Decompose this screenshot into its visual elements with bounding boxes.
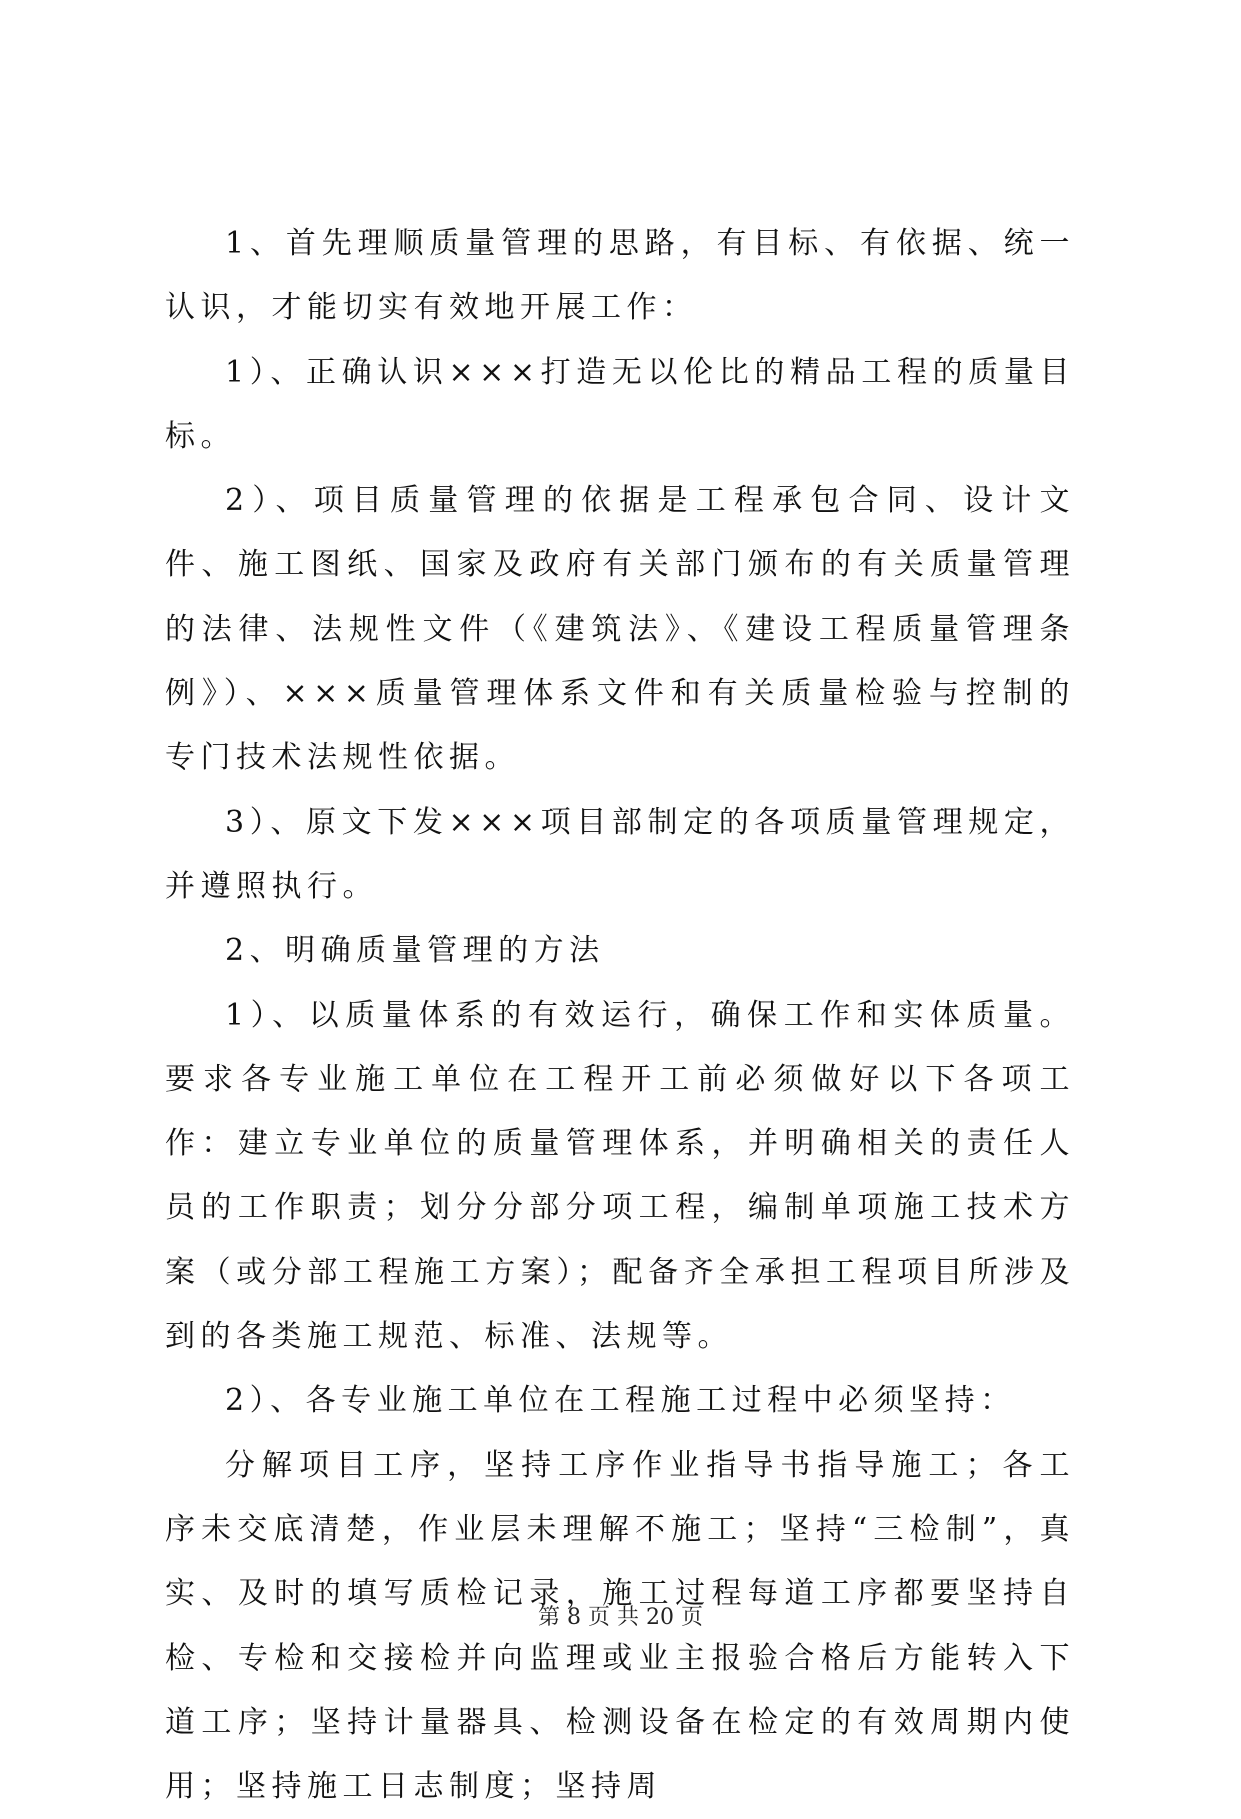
- paragraph-6: 1）、以质量体系的有效运行，确保工作和实体质量。要求各专业施工单位在工程开工前必须做好以下各项工作：建立专业单位的质量管理体系，并明确相关的责任人员的工作职责；划分分部分项工程，编制单项施工技术方案（或分部工程施工方案）；配备齐全承担工程项目所涉及到的各类施工规范、标准、法规等。: [165, 997, 1075, 1355]
- document-body: [165, 212, 1075, 1819]
- paragraph-3: 2）、项目质量管理的依据是工程承包合同、设计文件、施工图纸、国家及政府有关部门颁布的有关质量管理的法律、法规性文件（《建筑法》、《建设工程质量管理条例》）、×××质量管理体系文件和有关质量检验与控制的专门技术法规性依据。: [165, 483, 1075, 776]
- paragraph-4: 3）、原文下发×××项目部制定的各项质量管理规定，并遵照执行。: [165, 804, 1075, 904]
- paragraph-5: 2、明确质量管理的方法: [225, 933, 605, 969]
- page-number-footer: 第 8 页 共 20 页: [538, 1605, 703, 1630]
- paragraph-8: 分解项目工序，坚持工序作业指导书指导施工；各工序未交底清楚，作业层未理解不施工；坚持“三检制”，真实、及时的填写质检记录，施工过程每道工序都要坚持自检、专检和交接检并向监理或业主报验合格后方能转入下道工序；坚持计量器具、检测设备在检定的有效周期内使用；坚持施工日志制度；坚持周: [165, 1447, 1075, 1805]
- paragraph-7: 2）、各专业施工单位在工程施工过程中必须坚持：: [225, 1383, 1016, 1419]
- paragraph-2: 1）、正确认识×××打造无以伦比的精品工程的质量目标。: [165, 354, 1075, 454]
- paragraph-1: 1、首先理顺质量管理的思路，有目标、有依据、统一认识，才能切实有效地开展工作：: [165, 226, 1075, 326]
